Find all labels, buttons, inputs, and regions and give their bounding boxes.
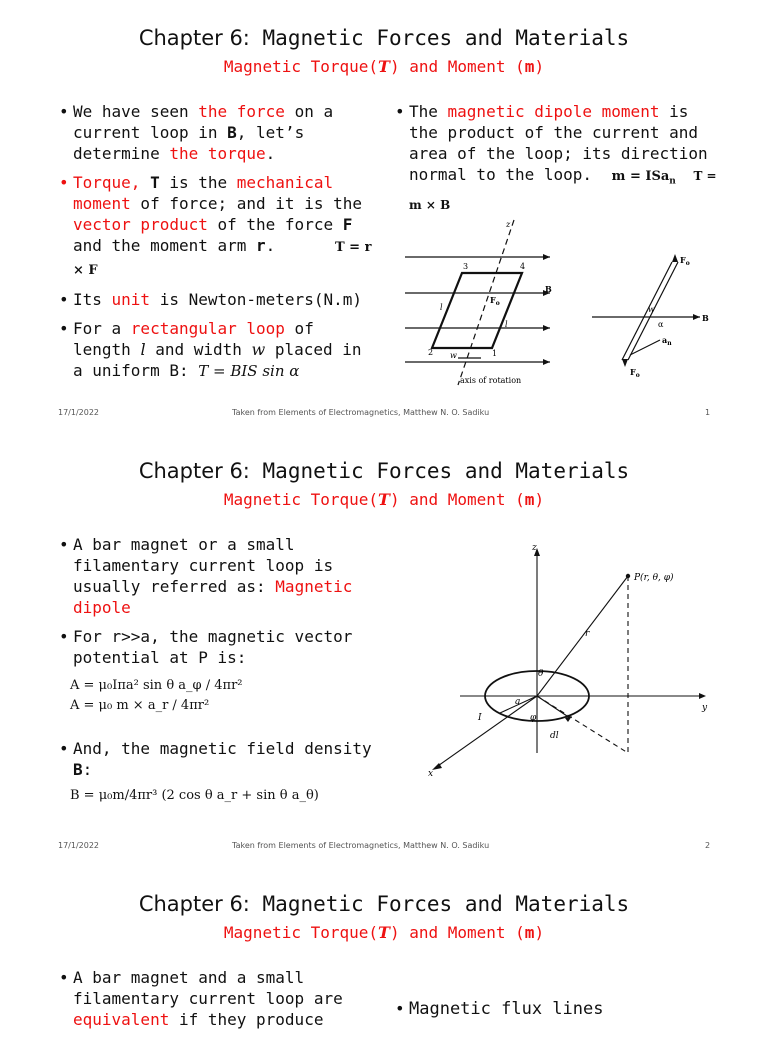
svg-text:axis of rotation: axis of rotation: [460, 376, 522, 385]
loop-torque-equation: T = BIS sin α: [198, 362, 300, 380]
slide-subtitle: Magnetic Torque(T) and Moment (m): [223, 923, 545, 942]
svg-text:2: 2: [428, 348, 434, 357]
slide-3: [0, 866, 768, 1029]
bullet-torque: • Torque, T is the mechanical moment of force; and it is the vector product of the force F and the moment arm r. T = r × F: [57, 172, 377, 281]
slide-title: Chapter 6: Magnetic Forces and Materials: [138, 892, 630, 916]
svg-text:dl: dl: [550, 731, 559, 741]
slide-2: [0, 433, 768, 866]
svg-text:θ: θ: [538, 669, 544, 679]
footer-source: Taken from Elements of Electromagnetics, Matthew N. O. Sadiku: [232, 841, 490, 850]
left-column: [57, 101, 377, 390]
bullet-field-density: • And, the magnetic field density B:: [57, 738, 377, 780]
torque-equation: T = r × F: [73, 240, 372, 278]
svg-text:I: I: [478, 713, 482, 723]
field-density-eq: B = μ₀m/4πr³ (2 cos θ a_r + sin θ a_θ): [70, 788, 319, 803]
svg-text:B: B: [702, 313, 709, 323]
dipole-figure: [420, 538, 720, 778]
svg-text:1: 1: [492, 349, 498, 358]
svg-text:z: z: [532, 543, 537, 553]
force-label: $F_o$: [630, 367, 640, 379]
force-label: $F_o$: [490, 295, 500, 307]
svg-text:l: l: [440, 303, 443, 312]
svg-text:P(r, θ, φ): P(r, θ, φ): [634, 573, 674, 583]
vector-potential-eq-2: A = μ₀ m × a_r / 4πr²: [70, 698, 210, 713]
bullet-unit: • Its unit is Newton-meters(N.m): [57, 289, 377, 310]
bullet-dipole-moment: • The magnetic dipole moment is the product of the current and area of the loop; its direction normal to the loop. m = ISa$_n$ T = m × B: [393, 101, 723, 216]
svg-text:x: x: [428, 769, 434, 778]
svg-text:3: 3: [463, 262, 469, 271]
bullet-flux-lines: • Magnetic flux lines: [393, 998, 723, 1020]
vector-potential-eq-1: A = μ₀Iπa² sin θ a_φ / 4πr²: [70, 678, 243, 693]
slide-1: [0, 0, 768, 433]
svg-text:w: w: [450, 351, 457, 360]
left-column: [57, 534, 377, 788]
bullet-force: • We have seen the force on a current loop in B, let’s determine the torque.: [57, 101, 377, 164]
footer-date: 17/1/2022: [58, 841, 100, 850]
svg-text:r: r: [585, 629, 590, 639]
left-column: [57, 967, 377, 1038]
bullet-rect-loop: • For a rectangular loop of length l and width w placed in a uniform B: T = BIS sin α: [57, 318, 377, 382]
slide-title: Chapter 6: Magnetic Forces and Materials: [138, 459, 630, 483]
page-number: 1: [705, 408, 711, 417]
svg-text:l: l: [505, 320, 508, 329]
page-number: 2: [705, 841, 711, 850]
right-column: [393, 101, 723, 224]
svg-text:z: z: [506, 220, 511, 229]
force-label: $F_o$: [680, 255, 690, 267]
svg-text:α: α: [658, 320, 664, 329]
slide-subtitle: Magnetic Torque(T) and Moment (m): [223, 490, 545, 509]
svg-text:w: w: [648, 305, 655, 314]
svg-text:B: B: [545, 284, 552, 294]
svg-text:4: 4: [520, 262, 526, 271]
footer-date: 17/1/2022: [58, 408, 100, 417]
svg-text:a: a: [515, 697, 521, 707]
svg-text:φ: φ: [530, 713, 537, 723]
slide-subtitle: Magnetic Torque(T) and Moment (m): [223, 57, 545, 76]
moment-torque-equation: T = m × B: [409, 169, 717, 212]
bullet-equivalent: • A bar magnet and a small filamentary current loop are equivalent if they produce: [57, 967, 377, 1030]
svg-text:y: y: [702, 703, 708, 713]
footer-source: Taken from Elements of Electromagnetics, Matthew N. O. Sadiku: [232, 408, 490, 417]
moment-equation: m = ISa$_n$: [611, 169, 676, 187]
bullet-vector-potential: • For r>>a, the magnetic vector potential at P is:: [57, 626, 377, 668]
normal-label: $a_n$: [662, 335, 672, 347]
bullet-dipole: • A bar magnet or a small filamentary current loop is usually referred as: Magnetic dipole: [57, 534, 377, 618]
rect-loop-figure: [400, 215, 725, 390]
slide-title: Chapter 6: Magnetic Forces and Materials: [138, 26, 630, 50]
